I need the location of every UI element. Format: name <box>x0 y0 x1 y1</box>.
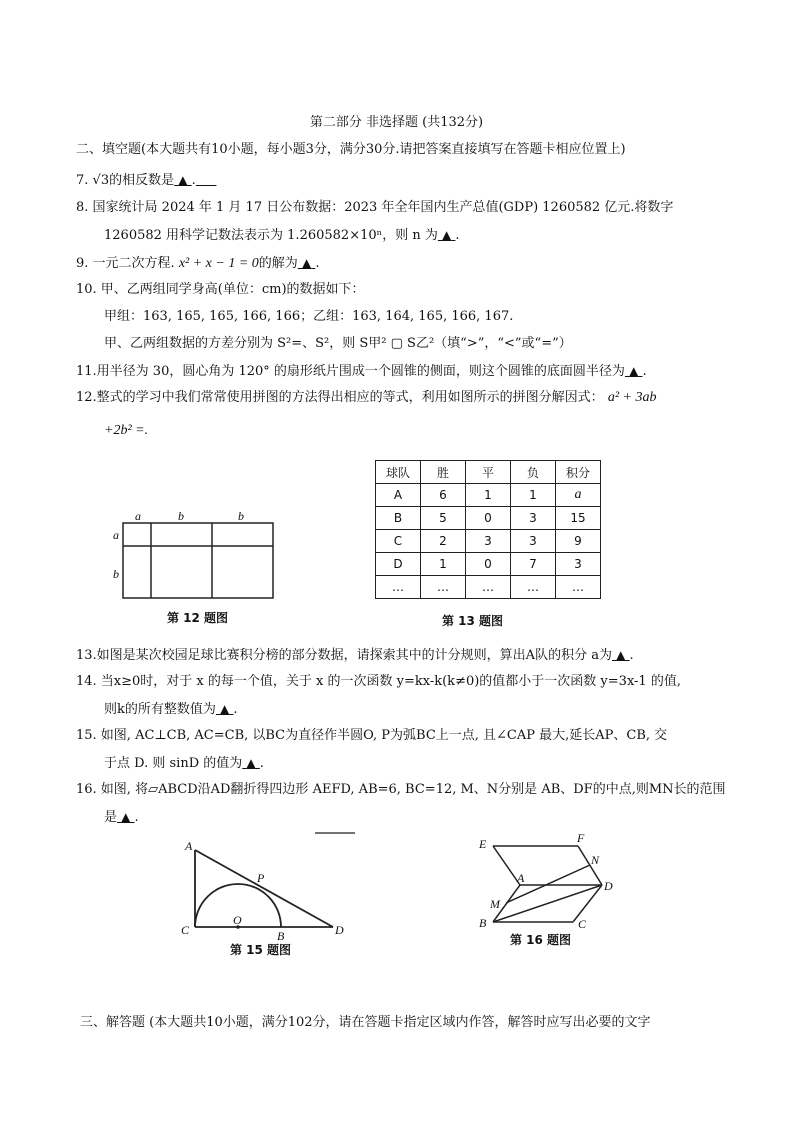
table-row <box>376 530 601 553</box>
table-header-cell: 平 <box>466 461 511 484</box>
question-12-line1 <box>76 390 656 406</box>
fig15-label-P: P <box>257 871 265 885</box>
fig15-label-A: A <box>185 839 193 853</box>
table-cell: … <box>376 576 421 599</box>
section-title: 第二部分 非选择题 (共132分) <box>309 115 484 130</box>
question-16-line2: 是 ▲ . <box>104 810 139 825</box>
question-13: 13.如图是某次校园足球比赛积分榜的部分数据，请探索其中的计分规则，算出A队的积分 a为 ▲ . <box>76 648 634 663</box>
table-row <box>376 484 601 507</box>
table-cell: 1 <box>421 553 466 576</box>
q8-line2: 1260582 用科学记数法表示为 1.260582×10ⁿ，则 n 为 <box>104 228 438 243</box>
q9-tail: 的解为 <box>258 256 298 271</box>
table-row <box>376 553 601 576</box>
table-cell: 3 <box>511 507 556 530</box>
table-row <box>376 507 601 530</box>
q7-number: 7. <box>76 173 89 188</box>
answer-mark: ▲ <box>178 173 188 187</box>
q13-text: 13.如图是某次校园足球比赛积分榜的部分数据，请探索其中的计分规则，算出A队的积分 a为 <box>76 648 612 663</box>
answer-mark: ▲ <box>121 810 131 824</box>
table-header-cell: 胜 <box>421 461 466 484</box>
table-cell: 0 <box>466 507 511 530</box>
table-header-cell: 积分 <box>556 461 601 484</box>
fig16-segment-EA <box>493 846 520 885</box>
answer-mark: ▲ <box>220 702 230 716</box>
table-cell: 3 <box>556 553 601 576</box>
table-cell: 0 <box>466 553 511 576</box>
fig16-label-C: C <box>578 917 587 931</box>
fig12-label-top-a: a <box>135 509 141 523</box>
table-header-cell: 负 <box>511 461 556 484</box>
question-9: 9. 一元二次方程. x² + x − 1 = 0的解为 ▲ . <box>76 256 320 271</box>
q14-line2: 则k的所有整数值为 <box>104 702 216 717</box>
q7-text: 的相反数是 <box>109 173 175 188</box>
table-cell: 3 <box>511 530 556 553</box>
fig12-label-left-a: a <box>113 528 119 542</box>
q9-equation: x² + x − 1 = 0 <box>178 256 259 271</box>
figure-12 <box>100 505 300 625</box>
fig12-outer-rect <box>123 523 273 598</box>
table-cell: 2 <box>421 530 466 553</box>
fig16-label-B: B <box>479 916 487 930</box>
fig12-label-top-b2: b <box>238 509 244 523</box>
figure-15 <box>175 830 355 960</box>
part2-header: 二、填空题(本大题共有10小题，每小题3分，满分30分.请把答案直接填写在答题卡相应位置上) <box>76 142 626 157</box>
table-cell: 3 <box>466 530 511 553</box>
q14-line1: 14. 当x≥0时，对于 x 的每一个值，关于 x 的一次函数 y=kx-k(k≠0)的值都小于一次函数 y=3x-1 的值, <box>76 674 681 689</box>
table-cell: 1 <box>511 484 556 507</box>
fig12-label-top-b1: b <box>178 509 184 523</box>
fig12-caption: 第 12 题图 <box>167 611 229 625</box>
answer-mark: ▲ <box>301 256 312 270</box>
fig13-score-table <box>375 460 601 599</box>
fig16-label-E: E <box>479 837 487 851</box>
fig15-caption: 第 15 题图 <box>230 943 292 957</box>
question-11: 11.用半径为 30，圆心角为 120° 的扇形纸片围成一个圆锥的侧面，则这个圆锥的底面圆半径为 ▲ . <box>76 364 647 379</box>
table-cell: 9 <box>556 530 601 553</box>
q12-line1: 12.整式的学习中我们常常使用拼图的方法得出相应的等式，利用如图所示的拼图分解因式： <box>76 390 604 405</box>
q12-expr2: +2b² =. <box>104 423 149 438</box>
table-cell: D <box>376 553 421 576</box>
question-14-line2: 则k的所有整数值为 ▲ . <box>104 702 238 717</box>
q16-line1: 16. 如图, 将▱ABCD沿AD翻折得四边形 AEFD, AB=6, BC=12, M、N分别是 AB、DF的中点,则MN长的范围 <box>76 782 726 797</box>
q7-sqrt: √3 <box>92 173 110 188</box>
q12-expr1: a² + 3ab <box>607 390 657 405</box>
fig16-caption: 第 16 题图 <box>510 933 572 947</box>
fig12-label-left-b: b <box>113 567 119 581</box>
table-cell: 1 <box>466 484 511 507</box>
q8-line1: 8. 国家统计局 2024 年 1 月 17 日公布数据：2023 年全年国内生产总值(GDP) 1260582 亿元.将数字 <box>76 200 674 215</box>
table-cell: 5 <box>421 507 466 530</box>
fig16-label-N: N <box>591 853 600 867</box>
answer-mark: ▲ <box>246 756 256 770</box>
fig15-label-B: B <box>277 929 285 943</box>
table-cell: a <box>556 484 601 507</box>
fig16-label-A: A <box>517 871 525 885</box>
answer-mark: ▲ <box>616 648 626 662</box>
fig13-caption: 第 13 题图 <box>442 614 504 628</box>
table-cell: … <box>556 576 601 599</box>
figure-16 <box>475 830 635 960</box>
table-cell: … <box>421 576 466 599</box>
q16-line2: 是 <box>104 810 118 825</box>
table-row <box>376 576 601 599</box>
table-cell: A <box>376 484 421 507</box>
q10-line3: 甲、乙两组数据的方差分别为 S²=、S²，则 S甲² ▢ S乙²（填“>”，“<”或“=”） <box>104 336 572 351</box>
fig16-label-D: D <box>604 879 613 893</box>
question-8-line2: 1260582 用科学记数法表示为 1.260582×10ⁿ，则 n 为 ▲ . <box>104 228 460 243</box>
fig15-label-C: C <box>181 923 190 937</box>
table-cell: … <box>511 576 556 599</box>
q10-line2: 甲组：163, 165, 165, 166, 166；乙组：163, 164, 165, 166, 167. <box>104 309 514 324</box>
question-15-line2: 于点 D. 则 sinD 的值为 ▲ . <box>104 756 264 771</box>
q15-line1: 15. 如图, AC⊥CB, AC=CB, 以BC为直径作半圆O, P为弧BC上一点, 且∠CAP 最大,延长AP、CB, 交 <box>76 728 668 743</box>
q11-text: 11.用半径为 30，圆心角为 120° 的扇形纸片围成一个圆锥的侧面，则这个圆锥的底面圆半径为 <box>76 364 625 379</box>
fig16-label-F: F <box>577 831 585 845</box>
table-cell: 15 <box>556 507 601 530</box>
fig15-segment-AD <box>195 850 333 927</box>
answer-mark: ▲ <box>442 228 452 242</box>
table-cell: … <box>466 576 511 599</box>
q15-line2: 于点 D. 则 sinD 的值为 <box>104 756 243 771</box>
fig15-label-D: D <box>335 923 344 937</box>
fig16-label-M: M <box>490 897 500 911</box>
table-header-cell: 球队 <box>376 461 421 484</box>
question-7: 7. √3的相反数是 ▲ . <box>76 173 196 188</box>
answer-mark: ▲ <box>629 364 639 378</box>
table-cell: B <box>376 507 421 530</box>
part3-header: 三、解答题 (本大题共10小题，满分102分，请在答题卡指定区域内作答，解答时应写出必要的文字 <box>80 1015 651 1030</box>
table-cell: C <box>376 530 421 553</box>
q10-line1: 10. 甲、乙两组同学身高(单位：cm)的数据如下： <box>76 282 365 297</box>
q9-text: 9. 一元二次方程. <box>76 256 175 271</box>
table-header-row <box>376 461 601 484</box>
table-cell: 6 <box>421 484 466 507</box>
fig15-label-O: O <box>233 913 242 927</box>
table-cell: 7 <box>511 553 556 576</box>
